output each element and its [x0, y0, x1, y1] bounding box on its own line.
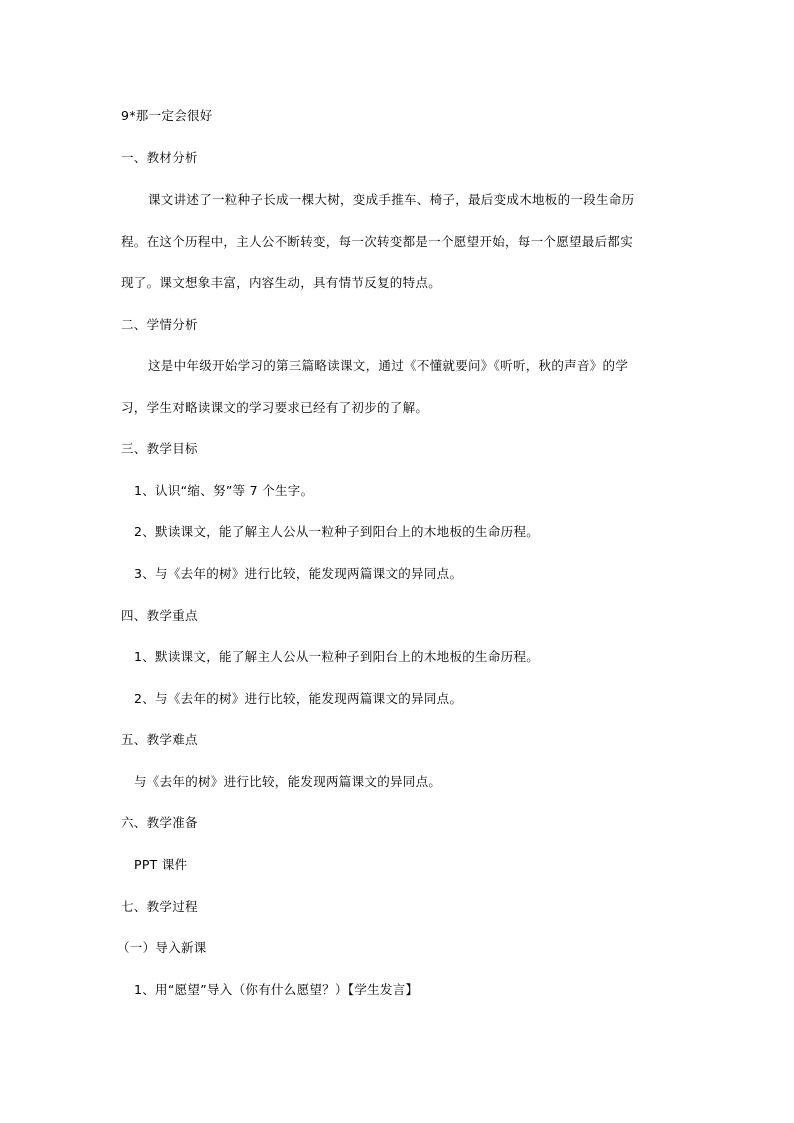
sub-heading: （一）导入新课 — [117, 940, 207, 955]
list-item: 2、与《去年的树》进行比较，能发现两篇课文的异同点。 — [134, 691, 463, 706]
list-item: 2、默读课文，能了解主人公从一粒种子到阳台上的木地板的生命历程。 — [134, 524, 540, 539]
list-item: 1、用“愿望”导入（你有什么愿望？）【学生发言】 — [134, 982, 419, 997]
paragraph-line: 这是中年级开始学习的第三篇略读课文，通过《不懂就要问》《听听，秋的声音》的学 — [148, 358, 629, 373]
list-item: 1、默读课文，能了解主人公从一粒种子到阳台上的木地板的生命历程。 — [134, 649, 540, 664]
section-heading-materials: 一、教材分析 — [121, 150, 198, 165]
list-item: 1、认识“缩、努”等 7 个生字。 — [134, 483, 314, 498]
paragraph-line: 习，学生对略读课文的学习要求已经有了初步的了解。 — [121, 400, 429, 415]
section-heading-process: 七、教学过程 — [121, 899, 198, 914]
section-heading-difficulties: 五、教学难点 — [121, 732, 198, 747]
section-heading-goals: 三、教学目标 — [121, 441, 198, 456]
paragraph-line: PPT 课件 — [134, 857, 188, 872]
document-title: 9*那一定会很好 — [121, 108, 213, 123]
list-item: 3、与《去年的树》进行比较，能发现两篇课文的异同点。 — [134, 566, 463, 581]
section-heading-key-points: 四、教学重点 — [121, 608, 198, 623]
paragraph-line: 现了。课文想象丰富，内容生动，具有情节反复的特点。 — [121, 275, 442, 290]
section-heading-students: 二、学情分析 — [121, 317, 198, 332]
paragraph-line: 课文讲述了一粒种子长成一棵大树，变成手推车、椅子，最后变成木地板的一段生命历 — [148, 192, 635, 207]
paragraph-line: 程。在这个历程中，主人公不断转变，每一次转变都是一个愿望开始，每一个愿望最后都实 — [121, 234, 634, 249]
section-heading-preparation: 六、教学准备 — [121, 815, 198, 830]
paragraph-line: 与《去年的树》进行比较，能发现两篇课文的异同点。 — [134, 774, 442, 789]
